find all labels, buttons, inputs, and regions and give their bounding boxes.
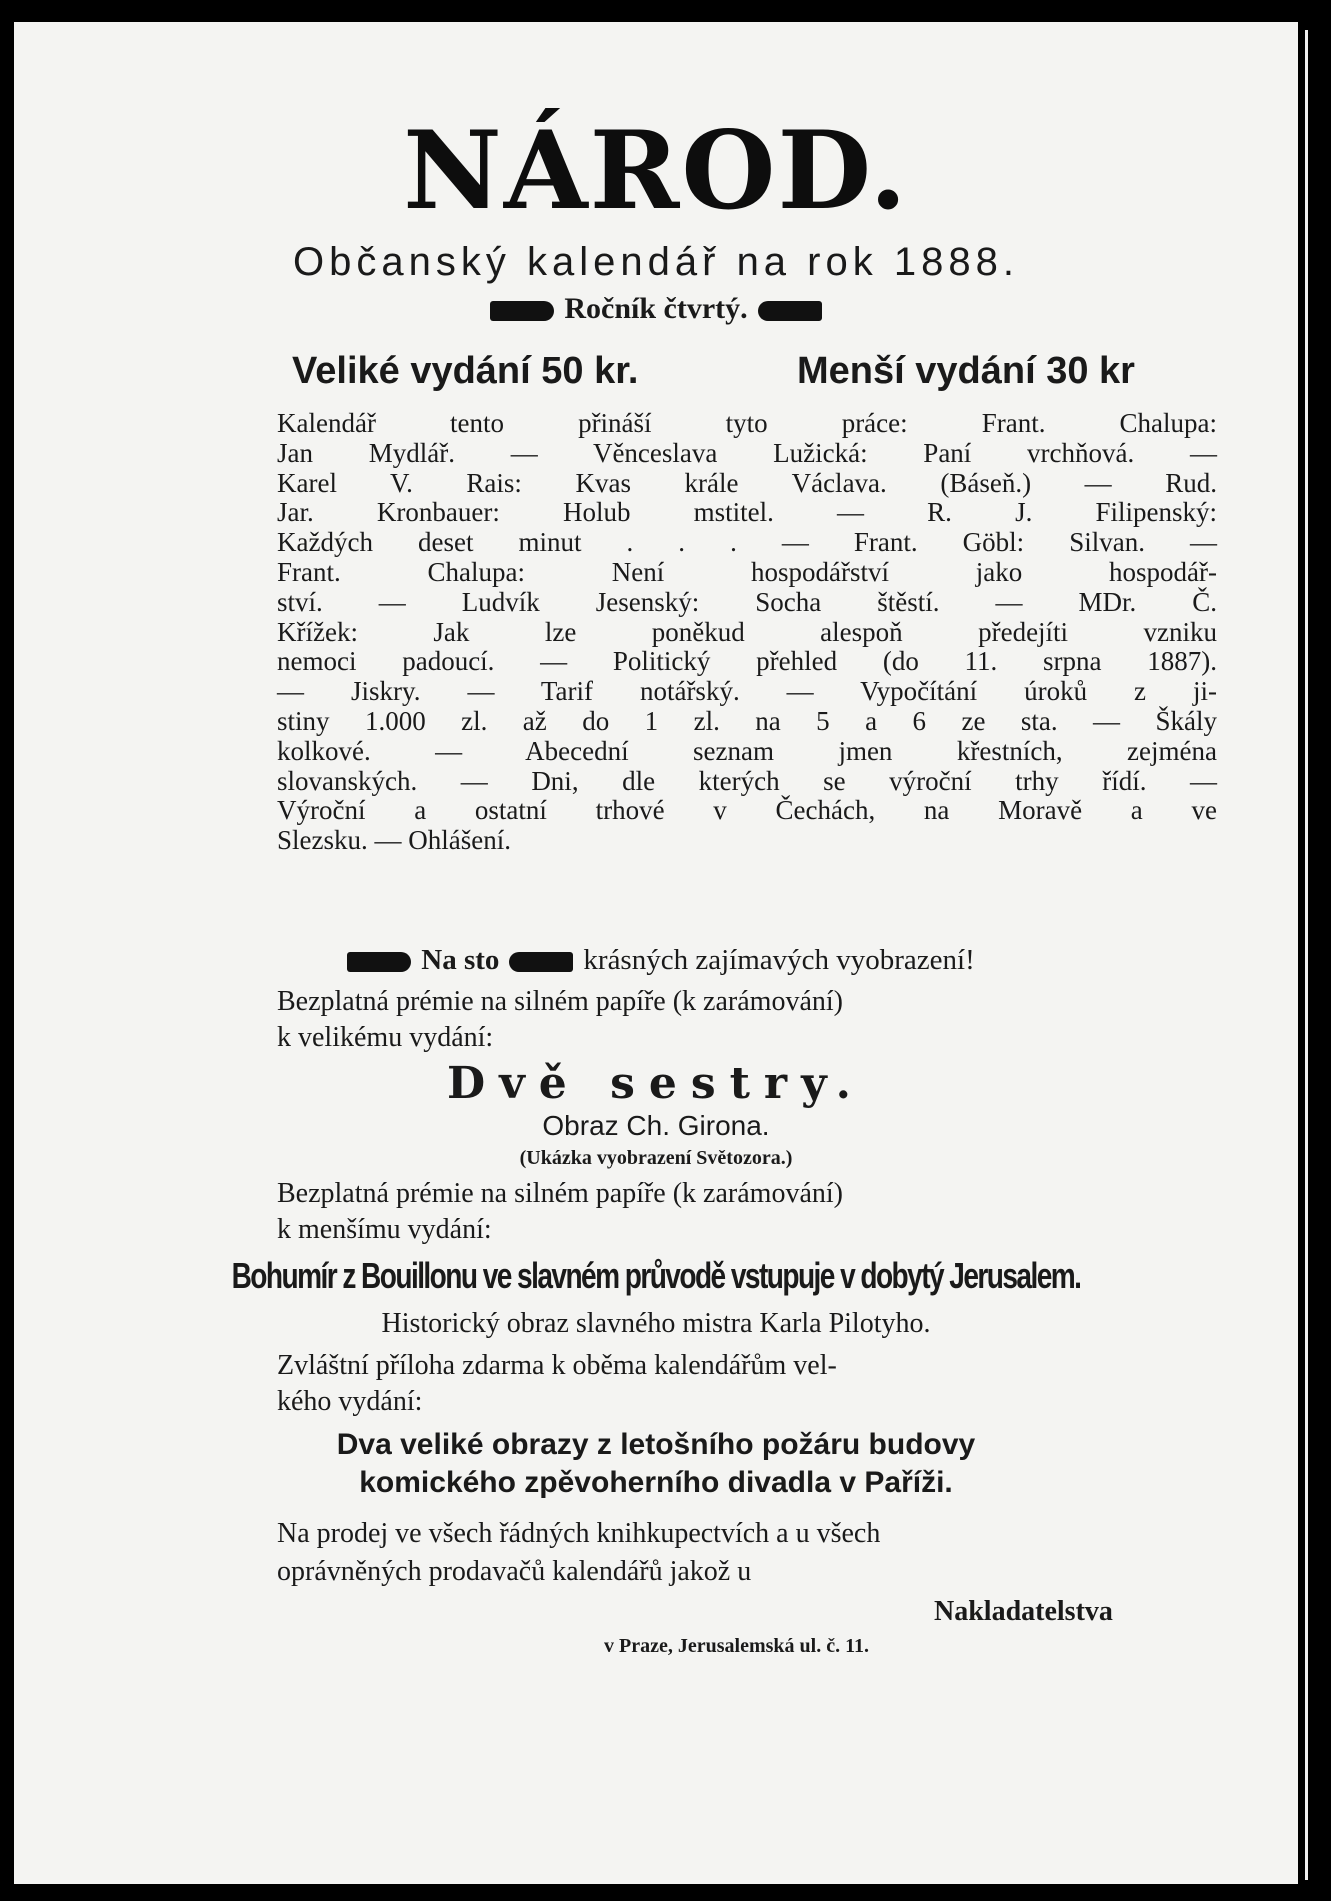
sale-line2: oprávněných prodavačů kalendářů jakož u: [277, 1556, 752, 1587]
subtitle: Občanský kalendář na rok 1888.: [293, 240, 1019, 284]
premium-large-author: Obraz Ch. Girona.: [542, 1110, 770, 1141]
premium-large-note: (Ukázka vyobrazení Světozora.): [519, 1147, 793, 1169]
contents-line: Frant. Chalupa: Není hospodářství jako hospodář-: [277, 557, 1217, 587]
volume: Ročník čtvrtý.: [564, 292, 748, 325]
premium-large-title: Dvě sestry.: [447, 1058, 865, 1109]
contents-line: Křížek: Jak lze poněkud alespoň předejíti vzniku: [277, 616, 1217, 647]
edition-small: Menší vydání 30 kr: [797, 350, 1135, 392]
contents-line: — Jiskry. — Tarif notářský. — Vypočítání úroků z ji-: [277, 676, 1217, 707]
pointing-hand-right-icon: [490, 301, 554, 321]
edition-large: Veliké vydání 50 kr.: [292, 350, 639, 392]
contents-line: slovanských. — Dni, dle kterých se výroční trhy řídí. —: [277, 765, 1217, 796]
premium-large-line2: k velikému vydání:: [277, 1022, 494, 1053]
contents-line: nemoci padoucí. — Politický přehled (do 11. srpna 1887).: [277, 646, 1217, 677]
premium-large-text: Bezplatná prémie na silném papíře (k zarámování): [277, 986, 843, 1017]
contents-line: Slezsku. — Ohlášení.: [277, 825, 511, 856]
pictures-post: krásných zajímavých vyobrazení!: [583, 944, 975, 976]
address: v Praze, Jerusalemská ul. č. 11.: [604, 1635, 869, 1657]
premium-small-line2: k menšímu vydání:: [277, 1214, 492, 1245]
contents-line: Každých deset minut . . . — Frant. Göbl: Silvan. —: [277, 527, 1217, 558]
masthead: NÁROD.: [403, 108, 909, 234]
contents-line: Karel V. Rais: Kvas krále Václava. (Báseň.) — Rud.: [277, 467, 1217, 498]
premium-large-line1: [277, 988, 1217, 1016]
supplement-title1: Dva veliké obrazy z letošního požáru budovy: [336, 1428, 976, 1461]
contents-line: ství. — Ludvík Jesenský: Socha štěstí. — MDr. Č.: [277, 586, 1217, 617]
contents-line: kolkové. — Abecední seznam jmen křestních, zejména: [277, 735, 1217, 766]
pictures-line: [14, 946, 1298, 975]
premium-small-line1: Bezplatná prémie na silném papíře (k zarámování): [277, 1178, 843, 1209]
pointing-hand-left-icon: [509, 952, 573, 972]
contents-line: stiny 1.000 zl. až do 1 zl. na 5 a 6 ze sta. — Škály: [277, 706, 1217, 736]
supplement-line2: kého vydání:: [277, 1386, 423, 1417]
pictures-pre: Na: [421, 944, 457, 976]
pictures-num: sto: [463, 944, 500, 976]
page-edge-line: [1305, 30, 1308, 1880]
pointing-hand-right-icon: [347, 952, 411, 972]
contents-line: Kalendář tento přináší tyto práce: Frant. Chalupa:: [277, 408, 1217, 438]
pointing-hand-left-icon: [758, 301, 822, 321]
contents-line: Jar. Kronbauer: Holub mstitel. — R. J. Filipenský:: [277, 497, 1217, 528]
contents-line: Jan Mydlář. — Věnceslava Lužická: Paní vrchňová. —: [277, 437, 1217, 468]
supplement-line1: Zvláštní příloha zdarma k oběma kalendářům vel-: [277, 1350, 837, 1381]
sale-line1: Na prodej ve všech řádných knihkupectvích a u všech: [277, 1518, 881, 1549]
premium-small-title: Bohumír z Bouillonu ve slavném průvodě vstupuje v dobytý Jerusalem.: [231, 1255, 1081, 1296]
volume-line: [14, 294, 1298, 324]
publisher: Nakladatelstva: [934, 1596, 1113, 1627]
premium-small-desc: Historický obraz slavného mistra Karla Pilotyho.: [381, 1308, 931, 1339]
poster-page: [14, 22, 1298, 1884]
contents-line: Výroční a ostatní trhové v Čechách, na Moravě a ve: [277, 795, 1217, 826]
supplement-title2: komického zpěvoherního divadla v Paříži.: [359, 1466, 953, 1499]
